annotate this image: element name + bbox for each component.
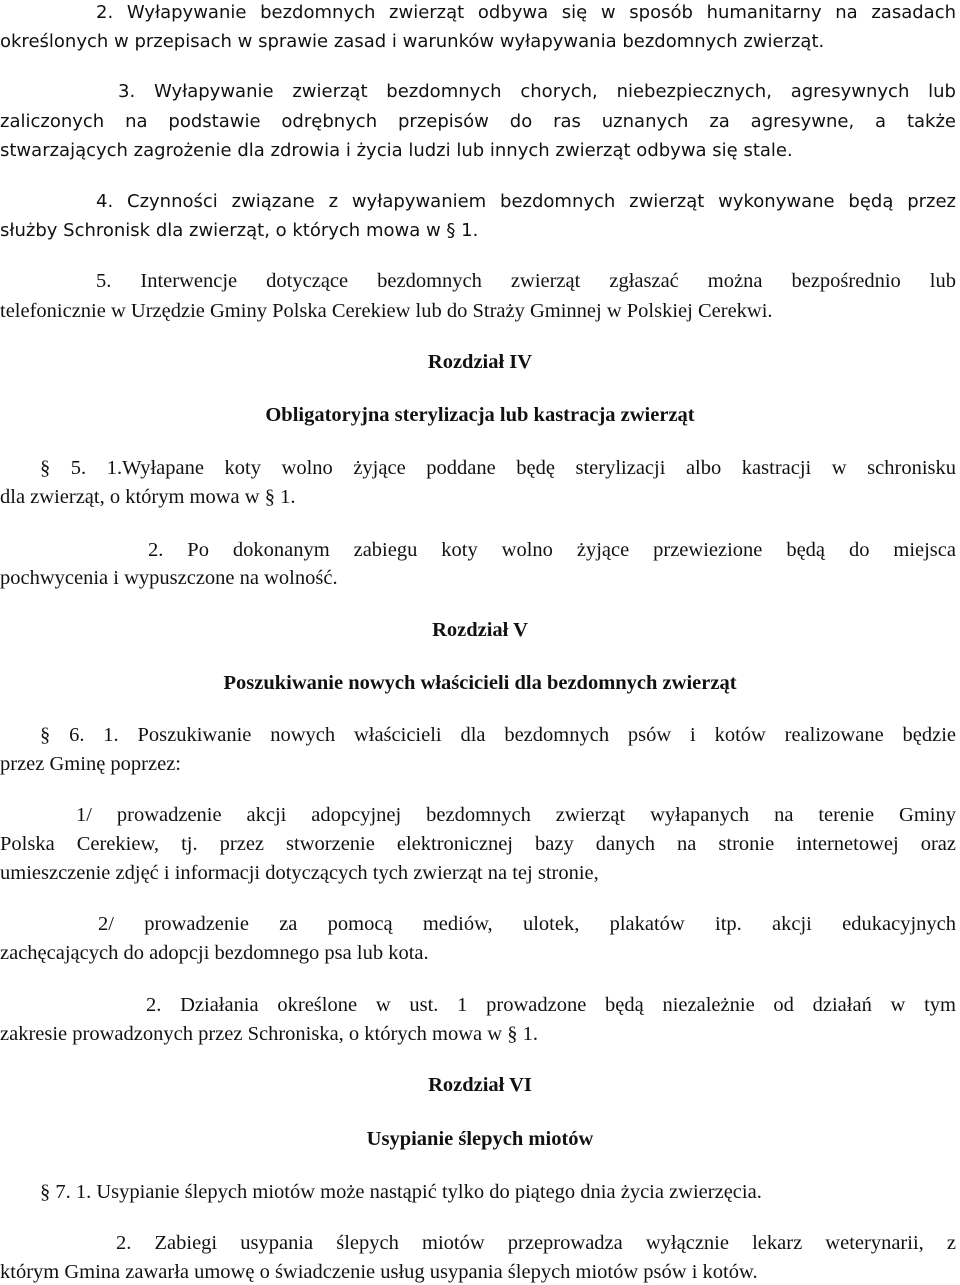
item-1-line-2: Polska Cerekiew, tj. przez stworzenie elektronicznej bazy danych na stronie internetowej oraz (0, 833, 956, 855)
item-2-line-2: zachęcających do adopcji bezdomnego psa lub kota. (0, 942, 429, 964)
section-5-2-line-1: 2. Po dokonanym zabiegu koty wolno żyjące przewiezione będą do miejsca (148, 539, 956, 561)
section-6-2-line-1: 2. Działania określone w ust. 1 prowadzone będą niezależnie od działań w tym (146, 994, 956, 1016)
chapter-5-title: Rozdział V (432, 619, 528, 641)
paragraph-5-line-1: 5. Interwencje dotyczące bezdomnych zwierząt zgłaszać można bezpośrednio lub (96, 270, 956, 292)
paragraph-2-line-2: określonych w przepisach w sprawie zasad i warunków wyłapywania bezdomnych zwierząt. (0, 31, 825, 52)
paragraph-4-line-2: służby Schronisk dla zwierząt, o których mowa w § 1. (0, 220, 479, 241)
paragraph-3-line-2: zaliczonych na podstawie odrębnych przepisów do ras uznanych za agresywne, a także (0, 111, 956, 132)
section-7-2-line-1: 2. Zabiegi usypania ślepych miotów przeprowadza wyłącznie lekarz weterynarii, z (116, 1232, 956, 1254)
chapter-6-subtitle: Usypianie ślepych miotów (366, 1128, 594, 1150)
paragraph-5-line-2: telefonicznie w Urzędzie Gminy Polska Cerekiew lub do Straży Gminnej w Polskiej Cerekwi. (0, 300, 773, 322)
paragraph-2-line-1: 2. Wyłapywanie bezdomnych zwierząt odbywa się w sposób humanitarny na zasadach (96, 2, 956, 23)
paragraph-3-line-3: stwarzających zagrożenie dla zdrowia i życia ludzi lub innych zwierząt odbywa się stale. (0, 140, 793, 161)
item-2-line-1: 2/ prowadzenie za pomocą mediów, ulotek, plakatów itp. akcji edukacyjnych (98, 913, 956, 935)
section-7-2-line-2: którym Gmina zawarła umowę o świadczenie usług usypania ślepych miotów psów i kotów. (0, 1261, 758, 1283)
section-6-1-line-1: § 6. 1. Poszukiwanie nowych właścicieli dla bezdomnych psów i kotów realizowane będzie (40, 724, 956, 746)
chapter-6-title: Rozdział VI (428, 1074, 532, 1096)
chapter-4-subtitle: Obligatoryjna sterylizacja lub kastracja zwierząt (265, 404, 695, 426)
paragraph-3-line-1: 3. Wyłapywanie zwierząt bezdomnych chorych, niebezpiecznych, agresywnych lub (118, 81, 956, 102)
item-1-line-1: 1/ prowadzenie akcji adopcyjnej bezdomnych zwierząt wyłapanych na terenie Gminy (76, 804, 956, 826)
paragraph-4-line-1: 4. Czynności związane z wyłapywaniem bezdomnych zwierząt wykonywane będą przez (96, 191, 956, 212)
section-5-1-line-1: § 5. 1.Wyłapane koty wolno żyjące poddane będę sterylizacji albo kastracji w schronisku (40, 457, 956, 479)
chapter-5-subtitle: Poszukiwanie nowych właścicieli dla bezdomnych zwierząt (223, 672, 737, 694)
section-5-2-line-2: pochwycenia i wypuszczone na wolność. (0, 567, 338, 589)
section-7-1-line-1: § 7. 1. Usypianie ślepych miotów może nastąpić tylko do piątego dnia życia zwierzęcia. (40, 1181, 762, 1203)
item-1-line-3: umieszczenie zdjęć i informacji dotyczących tych zwierząt na tej stronie, (0, 862, 599, 884)
section-6-2-line-2: zakresie prowadzonych przez Schroniska, o których mowa w § 1. (0, 1023, 538, 1045)
section-6-1-line-2: przez Gminę poprzez: (0, 753, 181, 775)
chapter-4-title: Rozdział IV (427, 351, 533, 373)
section-5-1-line-2: dla zwierząt, o którym mowa w § 1. (0, 486, 296, 508)
